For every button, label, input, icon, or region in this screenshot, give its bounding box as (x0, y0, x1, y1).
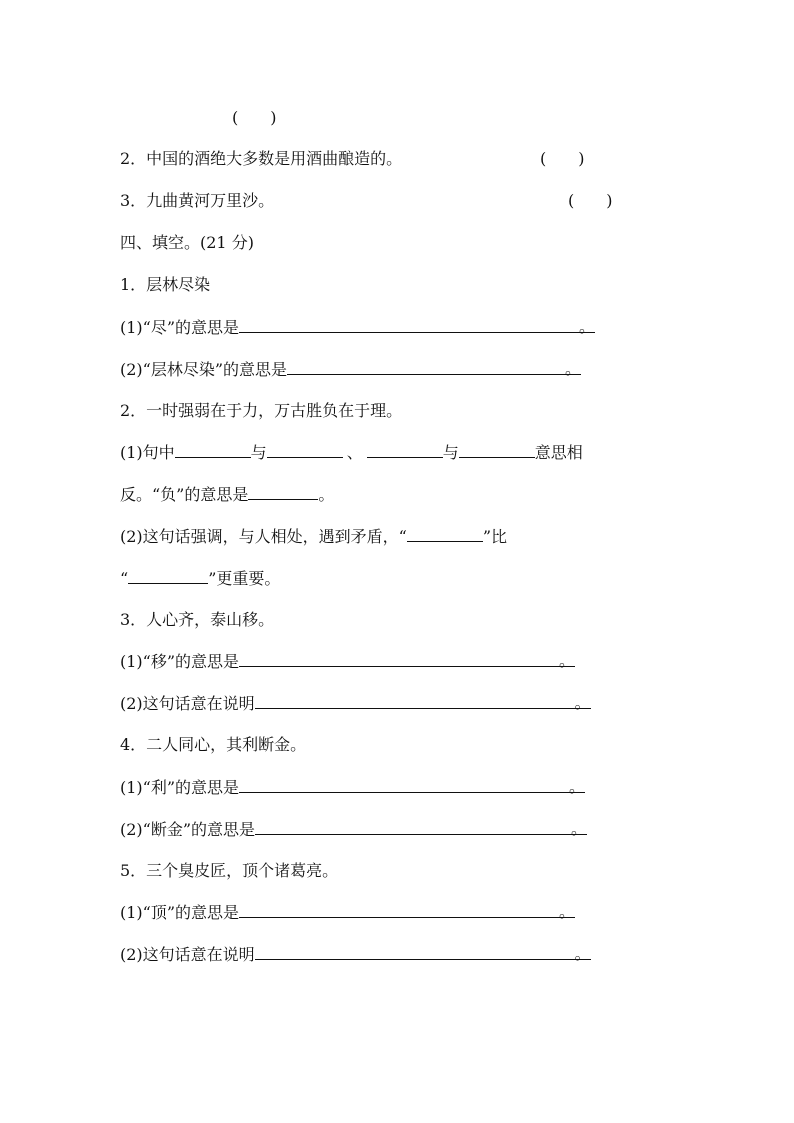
answer-blank[interactable]: 。 (239, 316, 595, 333)
question-1-title: 1．层林尽染 (120, 275, 211, 294)
question-4-title: 4．二人同心，其利断金。 (120, 735, 307, 754)
true-false-item-2 (120, 148, 402, 170)
answer-blank[interactable] (128, 567, 208, 584)
answer-blank[interactable]: 。 (287, 358, 581, 375)
answer-paren[interactable]: ( ) (232, 108, 277, 127)
answer-blank[interactable] (248, 483, 318, 500)
question-1a: (1)“尽”的意思是 。 (120, 317, 596, 337)
answer-blank[interactable]: 。 (239, 650, 575, 667)
question-5-title: 5．三个臭皮匠，顶个诸葛亮。 (120, 861, 339, 880)
answer-blank[interactable]: 。 (239, 776, 585, 793)
question-2b: (2)这句话强调，与人相处，遇到矛盾，“ ”比 (120, 527, 508, 546)
item-text: 2．中国的酒绝大多数是用酒曲酿造的。 (120, 149, 403, 168)
item-text: 3．九曲黄河万里沙。 (120, 191, 275, 210)
question-5b: (2)这句话意在说明 。 (120, 944, 591, 964)
answer-blank[interactable]: 。 (255, 692, 591, 709)
answer-blank[interactable]: 。 (239, 901, 575, 918)
answer-paren[interactable]: ( ) (568, 191, 613, 210)
question-4a: (1)“利”的意思是 。 (120, 777, 586, 797)
question-1b: (2)“层林尽染”的意思是 。 (120, 359, 582, 379)
answer-blank[interactable] (407, 525, 483, 542)
answer-blank[interactable] (175, 441, 251, 458)
question-3a: (1)“移”的意思是 。 (120, 651, 576, 671)
question-3b: (2)这句话意在说明 。 (120, 693, 591, 713)
answer-blank[interactable] (459, 441, 535, 458)
question-2-title: 2．一时强弱在于力，万古胜负在于理。 (120, 401, 403, 420)
question-4b: (2)“断金”的意思是 。 (120, 819, 588, 839)
question-2a: (1)句中 与 、 与 意思相 (120, 443, 583, 462)
question-3-title: 3．人心齐，泰山移。 (120, 610, 275, 629)
section-title: 四、填空。(21 分) (120, 233, 254, 252)
answer-blank[interactable]: 。 (255, 943, 591, 960)
answer-blank[interactable] (267, 441, 343, 458)
true-false-item-3 (120, 190, 274, 212)
question-2b-cont: “ ”更重要。 (120, 569, 281, 588)
question-5a: (1)“顶”的意思是 。 (120, 902, 576, 922)
answer-blank[interactable]: 。 (255, 818, 587, 835)
question-2a-cont: 反。“负”的意思是 。 (120, 485, 335, 504)
answer-paren[interactable]: ( ) (540, 149, 585, 168)
answer-blank[interactable] (367, 441, 443, 458)
